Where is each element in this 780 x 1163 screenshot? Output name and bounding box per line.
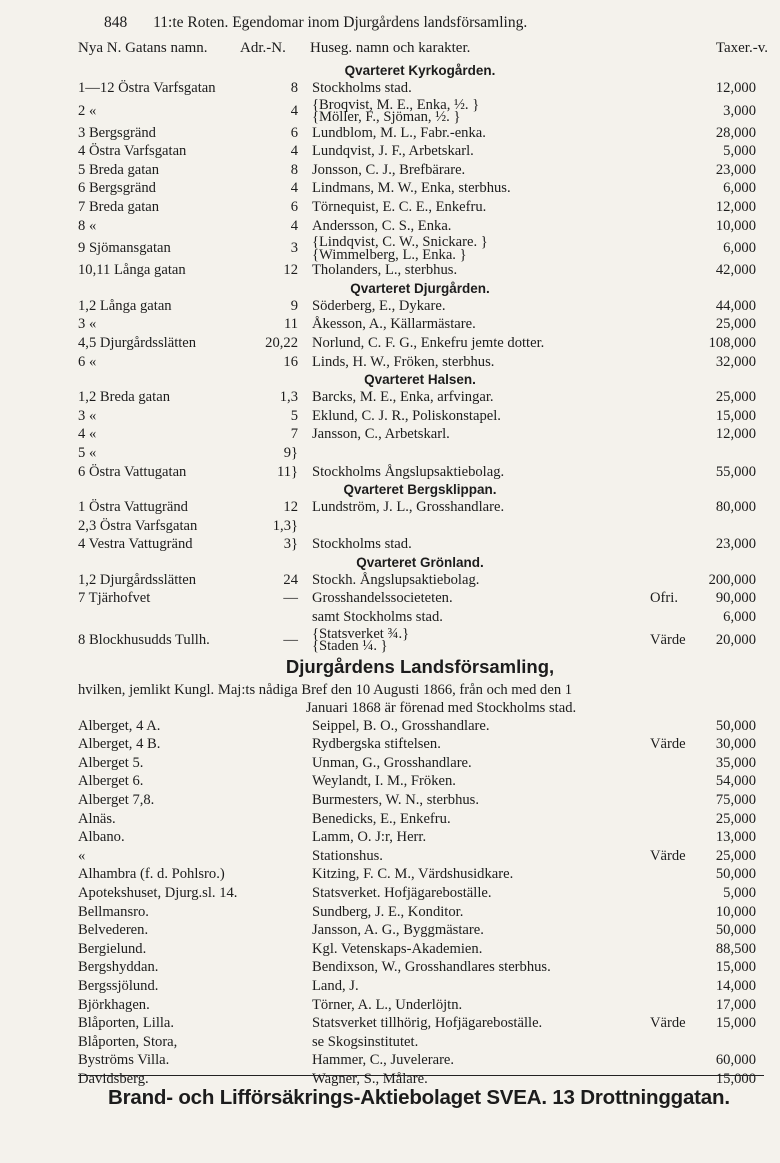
- owner-name: Stockholms stad.: [312, 80, 412, 96]
- table-row: [0, 463, 780, 482]
- street-address: 9 Sjömansgatan: [78, 240, 171, 257]
- street-address: 10,11 Långa gatan: [78, 262, 186, 279]
- owner-name: Linds, H. W., Fröken, sterbhus.: [312, 353, 495, 370]
- column-value-header: Taxer.-v.: [715, 40, 768, 56]
- house-number: 8: [290, 80, 298, 96]
- tax-value: 75,000: [715, 792, 756, 809]
- owner-name: Stockholms stad.: [312, 536, 412, 553]
- house-number: 12: [283, 499, 298, 516]
- house-number: 16: [283, 353, 298, 370]
- block-heading: Qvarteret Halsen.: [364, 372, 476, 388]
- value-qualifier: Värde: [650, 736, 686, 753]
- owner-name: Eklund, C. J. R., Poliskonstapel.: [312, 407, 501, 424]
- street-address: 6 Bergsgränd: [78, 180, 156, 197]
- tax-value: 12,000: [715, 80, 756, 96]
- tax-value: 50,000: [715, 866, 756, 883]
- table-row: [0, 884, 780, 903]
- street-address: 2 «: [78, 102, 97, 119]
- owner-name: Lindmans, M. W., Enka, sterbhus.: [312, 180, 511, 197]
- tax-value: 23,000: [715, 536, 756, 553]
- owner-name: Burmesters, W. N., sterbhus.: [312, 792, 480, 809]
- table-row: [0, 940, 780, 959]
- house-number: 3: [290, 240, 298, 257]
- table-row: [0, 754, 780, 773]
- owner-name: Lundblom, M. L., Fabr.-enka.: [312, 124, 486, 141]
- column-street-header: Nya N. Gatans namn.: [78, 40, 208, 56]
- table-row: [0, 261, 780, 280]
- street-address: Bergielund.: [78, 940, 147, 957]
- street-address: 1,2 Långa gatan: [78, 297, 172, 314]
- house-number: 11}: [276, 463, 298, 480]
- tax-value: 28,000: [715, 124, 756, 141]
- tax-value: 42,000: [715, 262, 756, 279]
- owner-name: se Skogsinstitutet.: [312, 1033, 419, 1050]
- house-number: 4: [290, 180, 298, 197]
- house-number: 6: [290, 198, 298, 215]
- house-number: 20,22: [265, 334, 298, 351]
- table-row: [0, 977, 780, 996]
- street-address: Albano.: [78, 829, 125, 846]
- house-number: 9: [290, 297, 298, 314]
- table-row: [0, 996, 780, 1015]
- house-number: —: [283, 631, 298, 648]
- owner-name: Söderberg, E., Dykare.: [312, 297, 446, 314]
- owner-name: [312, 625, 410, 655]
- street-address: 6 «: [78, 353, 97, 370]
- table-row: [0, 198, 780, 217]
- tax-value: 54,000: [715, 773, 756, 790]
- street-address: Bergshyddan.: [78, 959, 159, 976]
- table-row: [0, 735, 780, 754]
- street-address: 5 Breda gatan: [78, 161, 160, 178]
- house-number: 24: [283, 571, 298, 588]
- street-address: 4,5 Djurgårdsslätten: [78, 334, 197, 351]
- street-address: Apotekshuset, Djurg.sl. 14.: [78, 885, 238, 901]
- owner-name: Lamm, O. J:r, Herr.: [312, 829, 427, 846]
- street-address: 2,3 Östra Varfsgatan: [78, 517, 198, 534]
- owner-name: Jansson, A. G., Byggmästare.: [312, 922, 484, 939]
- table-row: [0, 517, 780, 536]
- street-address: 5 «: [78, 444, 97, 461]
- owner-name: Norlund, C. F. G., Enkefru jemte dotter.: [312, 334, 545, 351]
- value-qualifier: Värde: [650, 847, 686, 864]
- tax-value: 25,000: [715, 847, 756, 864]
- owner-name: Sundberg, J. E., Konditor.: [312, 903, 464, 920]
- street-address: 3 «: [78, 316, 97, 333]
- street-address: 1 Östra Vattugränd: [78, 499, 188, 516]
- parish-heading: Djurgårdens Landsförsamling,: [285, 655, 555, 677]
- owner-name: Hammer, C., Juvelerare.: [312, 1052, 455, 1069]
- table-row: [0, 407, 780, 426]
- street-address: Belvederen.: [78, 922, 149, 939]
- street-address: Alberget 7,8.: [78, 792, 155, 809]
- table-row: [0, 865, 780, 884]
- owner-name: Tholanders, L., sterbhus.: [312, 262, 458, 279]
- table-row: [0, 535, 780, 554]
- tax-value: 23,000: [715, 161, 756, 178]
- table-row: [0, 334, 780, 353]
- table-row: [0, 161, 780, 180]
- tax-value: 30,000: [715, 736, 756, 753]
- street-address: 8 Blockhusudds Tullh.: [78, 631, 210, 648]
- owner-name: Wagner, S., Målare.: [312, 1070, 428, 1087]
- street-address: Blåporten, Lilla.: [78, 1015, 175, 1032]
- owner-name: Åkesson, A., Källarmästare.: [312, 316, 476, 333]
- house-number: 8: [290, 161, 298, 178]
- block-heading: Qvarteret Bergsklippan.: [343, 482, 497, 498]
- tax-value: 32,000: [715, 353, 756, 370]
- owner-name: Barcks, M. E., Enka, arfvingar.: [312, 389, 494, 406]
- owner-line: {Statsverket ¾.}: [312, 625, 410, 642]
- street-address: 8 «: [78, 217, 97, 234]
- table-row: [0, 297, 780, 316]
- house-number: 4: [290, 102, 298, 119]
- street-address: Blåporten, Stora,: [78, 1033, 178, 1050]
- owner-name: Kitzing, F. C. M., Värdshusidkare.: [312, 866, 514, 883]
- tax-value: 12,000: [715, 198, 756, 215]
- table-row: [0, 79, 780, 98]
- table-row: [0, 717, 780, 736]
- parish-note: [0, 681, 780, 717]
- table-row: [0, 828, 780, 847]
- house-number: 5: [290, 407, 298, 424]
- owner-name: Weylandt, I. M., Fröken.: [312, 773, 456, 790]
- tax-value: 6,000: [723, 240, 756, 257]
- table-row: [0, 627, 780, 653]
- table-row: [0, 235, 780, 261]
- table-row: [0, 589, 780, 608]
- owner-name: Lundqvist, J. F., Arbetskarl.: [312, 143, 474, 160]
- tax-value: 5,000: [723, 143, 756, 160]
- house-number: 4: [290, 143, 298, 160]
- block-heading: Qvarteret Djurgården.: [350, 280, 490, 296]
- table-row: [0, 498, 780, 517]
- street-address: Bellmansro.: [78, 903, 149, 920]
- tax-value: 13,000: [715, 829, 756, 846]
- page-header: [104, 14, 527, 32]
- tax-value: 14,000: [715, 977, 756, 994]
- owner-name: Stationshus.: [312, 847, 383, 864]
- register-content: [0, 62, 780, 1089]
- tax-value: 17,000: [715, 996, 756, 1013]
- house-number: 7: [290, 426, 298, 443]
- tax-value: 6,000: [723, 609, 756, 626]
- owner-name: Land, J.: [312, 977, 359, 994]
- owner-name: Stockholms Ångslupsaktiebolag.: [312, 463, 505, 480]
- street-address: Alnäs.: [78, 810, 116, 827]
- column-owner-header: Huseg. namn och karakter.: [310, 40, 471, 56]
- owner-name: samt Stockholms stad.: [312, 609, 443, 626]
- owner-name: Törner, A. L., Underlöjtn.: [312, 996, 463, 1013]
- tax-value: 20,000: [715, 631, 756, 648]
- street-address: Alberget, 4 A.: [78, 717, 161, 734]
- owner-name: Seippel, B. O., Grosshandlare.: [312, 717, 490, 734]
- parish-note-line: hvilken, jemlikt Kungl. Maj:ts nådiga Bref den 10 Augusti 1866, från och med den 1: [78, 681, 573, 698]
- owner-name: Jansson, C., Arbetskarl.: [312, 426, 450, 443]
- page-number: 848: [104, 14, 128, 31]
- table-row: [0, 903, 780, 922]
- street-address: Bergssjölund.: [78, 977, 159, 994]
- tax-value: 12,000: [715, 426, 756, 443]
- owner-line: {Broqvist, M. E., Enka, ½. }: [312, 96, 480, 113]
- house-number: 11: [283, 316, 298, 333]
- tax-value: 3,000: [723, 102, 756, 119]
- owner-name: Unman, G., Grosshandlare.: [312, 754, 472, 771]
- table-row: [0, 958, 780, 977]
- street-address: 7 Breda gatan: [78, 198, 160, 215]
- column-headers: [78, 40, 768, 60]
- owner-name: Bendixson, W., Grosshandlares sterbhus.: [312, 959, 551, 976]
- tax-value: 108,000: [708, 334, 756, 351]
- page-title: 11:te Roten. Egendomar inom Djurgårdens landsförsamling.: [153, 14, 528, 31]
- tax-value: 88,500: [715, 940, 756, 957]
- house-number: 3}: [283, 536, 298, 553]
- footer-advertisement: Brand- och Lifförsäkrings-Aktiebolaget SVEA. 13 Drottninggatan.: [108, 1086, 730, 1109]
- owner-name: Rydbergska stiftelsen.: [312, 736, 441, 753]
- value-qualifier: Värde: [650, 631, 686, 648]
- owner-name: Jonsson, C. J., Brefbärare.: [312, 161, 466, 178]
- tax-value: 15,000: [715, 959, 756, 976]
- house-number: —: [283, 590, 298, 607]
- value-qualifier: Värde: [650, 1015, 686, 1032]
- house-number: 4: [290, 217, 298, 234]
- house-number: 12: [283, 262, 298, 279]
- street-address: «: [78, 847, 86, 864]
- table-row: [0, 772, 780, 791]
- owner-line: {Lindqvist, C. W., Snickare. }: [312, 234, 488, 251]
- table-row: [0, 571, 780, 590]
- table-row: [0, 921, 780, 940]
- tax-value: 35,000: [715, 754, 756, 771]
- street-address: 4 Vestra Vattugränd: [78, 536, 193, 553]
- table-row: [0, 608, 780, 627]
- owner-name: Grosshandelssocieteten.: [312, 590, 453, 607]
- table-row: [0, 124, 780, 143]
- table-row: [0, 444, 780, 463]
- street-address: 7 Tjärhofvet: [78, 590, 151, 607]
- table-row: [0, 810, 780, 829]
- street-address: Alberget 5.: [78, 754, 144, 771]
- table-row: [0, 791, 780, 810]
- street-address: 3 Bergsgränd: [78, 124, 156, 141]
- street-address: 1,2 Breda gatan: [78, 389, 170, 406]
- tax-value: 60,000: [715, 1052, 756, 1069]
- street-address: 4 «: [78, 426, 97, 443]
- tax-value: 15,000: [715, 407, 756, 424]
- table-row: [0, 142, 780, 161]
- tax-value: 50,000: [715, 717, 756, 734]
- block-heading: Qvarteret Kyrkogården.: [344, 63, 496, 78]
- owner-name: Andersson, C. S., Enka.: [312, 217, 452, 234]
- street-address: Alberget, 4 B.: [78, 736, 161, 753]
- owner-name: Statsverket. Hofjägareboställe.: [312, 885, 492, 901]
- tax-value: 5,000: [723, 885, 756, 901]
- street-address: Björkhagen.: [78, 996, 150, 1013]
- street-address: 3 «: [78, 407, 97, 424]
- block-heading: Qvarteret Grönland.: [356, 554, 484, 570]
- owner-line: {Staden ¼. }: [312, 638, 388, 655]
- owner-name: Stockh. Ångslupsaktiebolag.: [312, 571, 480, 588]
- street-address: Byströms Villa.: [78, 1052, 170, 1069]
- house-number: 1,3: [279, 389, 298, 406]
- tax-value: 6,000: [723, 180, 756, 197]
- house-number: 6: [290, 124, 298, 141]
- tax-value: 200,000: [708, 571, 756, 588]
- street-address: Alhambra (f. d. Pohlsro.): [78, 866, 225, 883]
- house-number: 9}: [283, 444, 298, 461]
- table-row: [0, 1014, 780, 1033]
- table-row: [0, 353, 780, 372]
- tax-value: 55,000: [715, 463, 756, 480]
- street-address: 1—12 Östra Varfsgatan: [78, 80, 216, 96]
- table-row: [0, 1051, 780, 1070]
- table-row: [0, 315, 780, 334]
- footer-rule: [78, 1075, 764, 1076]
- owner-name: [312, 236, 488, 261]
- owner-line: {Wimmelberg, L., Enka. }: [312, 246, 467, 263]
- tax-value: 25,000: [715, 316, 756, 333]
- street-address: Davidsberg.: [78, 1070, 149, 1087]
- tax-value: 15,000: [715, 1070, 756, 1087]
- table-row: [0, 847, 780, 866]
- street-address: 4 Östra Varfsgatan: [78, 143, 187, 160]
- tax-value: 25,000: [715, 389, 756, 406]
- tax-value: 10,000: [715, 217, 756, 234]
- tax-value: 90,000: [715, 590, 756, 607]
- parish-note-line: Januari 1868 är förenad med Stockholms stad.: [305, 699, 577, 716]
- table-row: [0, 98, 780, 124]
- table-row: [0, 425, 780, 444]
- tax-value: 44,000: [715, 297, 756, 314]
- street-address: 6 Östra Vattugatan: [78, 463, 187, 480]
- tax-value: 15,000: [715, 1015, 756, 1032]
- owner-name: Benedicks, E., Enkefru.: [312, 810, 451, 827]
- value-qualifier: Ofri.: [650, 590, 678, 607]
- owner-name: Lundström, J. L., Grosshandlare.: [312, 499, 505, 516]
- tax-value: 25,000: [715, 810, 756, 827]
- table-row: [0, 179, 780, 198]
- owner-name: Statsverket tillhörig, Hofjägareboställe.: [312, 1015, 543, 1032]
- column-adr-header: Adr.-N.: [240, 40, 286, 56]
- owner-line: {Möller, F., Sjöman, ½. }: [312, 109, 461, 126]
- owner-name: Kgl. Vetenskaps-Akademien.: [312, 940, 483, 957]
- tax-value: 80,000: [715, 499, 756, 516]
- owner-name: [312, 96, 480, 126]
- tax-value: 50,000: [715, 922, 756, 939]
- owner-name: Törnequist, E. C. E., Enkefru.: [312, 198, 487, 215]
- table-row: [0, 217, 780, 236]
- table-row: [0, 1033, 780, 1052]
- tax-value: 10,000: [715, 903, 756, 920]
- street-address: Alberget 6.: [78, 773, 144, 790]
- table-row: [0, 388, 780, 407]
- street-address: 1,2 Djurgårdsslätten: [78, 571, 197, 588]
- house-number: 1,3}: [272, 517, 298, 534]
